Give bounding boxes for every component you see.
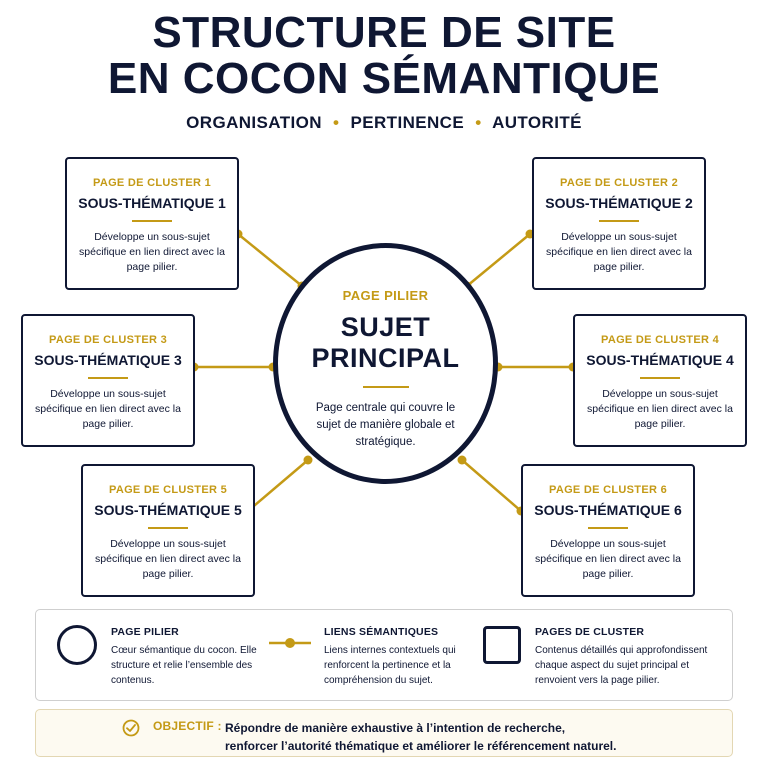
subtitle-separator: •	[475, 113, 482, 132]
cluster-description: Développe un sous-sujet spécifique en lien direct avec la page pilier.	[535, 538, 681, 580]
cluster-card-5	[81, 464, 255, 597]
legend-clusters	[535, 626, 720, 688]
legend-description: Contenus détaillés qui approfondissent chaque aspect du sujet principal et renvoient vers la page pilier.	[535, 645, 708, 686]
objective-label: OBJECTIF :	[153, 719, 222, 733]
cluster-card-3	[21, 314, 195, 447]
link-node	[304, 456, 313, 465]
title-line-2: EN COCON SÉMANTIQUE	[107, 54, 661, 103]
circle-icon	[57, 625, 97, 665]
cluster-title: SOUS-THÉMATIQUE 3	[34, 352, 182, 368]
cluster-eyebrow: PAGE DE CLUSTER 1	[93, 177, 211, 189]
legend-title: PAGE PILIER	[111, 626, 179, 638]
pillar-description: Page centrale qui couvre le sujet de manière globale et stratégique.	[315, 402, 456, 448]
cluster-eyebrow: PAGE DE CLUSTER 5	[109, 484, 227, 496]
cluster-card-1	[65, 157, 239, 290]
objective-line: Répondre de manière exhaustive à l’intention de recherche,	[225, 721, 566, 735]
cluster-description: Développe un sous-sujet spécifique en lien direct avec la page pilier.	[95, 538, 241, 580]
divider	[88, 377, 128, 379]
legend-description: Liens internes contextuels qui renforcent la pertinence et la compréhension du sujet.	[324, 645, 456, 686]
cluster-description: Développe un sous-sujet spécifique en lien direct avec la page pilier.	[79, 231, 225, 273]
pillar-title	[278, 312, 493, 374]
title-line-1: STRUCTURE DE SITE	[152, 8, 616, 57]
link-cluster-6	[462, 460, 521, 511]
pillar-title-line: PRINCIPAL	[311, 343, 460, 373]
subtitle-separator: •	[333, 113, 340, 132]
pillar-eyebrow: PAGE PILIER	[342, 288, 429, 303]
legend-description: Cœur sémantique du cocon. Elle structure et relie l’ensemble des contenus.	[111, 645, 257, 686]
cluster-card-4	[573, 314, 747, 447]
cluster-title: SOUS-THÉMATIQUE 2	[545, 195, 693, 211]
legend	[35, 609, 733, 701]
objective-text	[225, 719, 616, 755]
divider	[588, 527, 628, 529]
cluster-description: Développe un sous-sujet spécifique en lien direct avec la page pilier.	[35, 388, 181, 430]
cluster-eyebrow: PAGE DE CLUSTER 6	[549, 484, 667, 496]
square-icon	[483, 626, 521, 664]
cluster-description: Développe un sous-sujet spécifique en lien direct avec la page pilier.	[546, 231, 692, 273]
link-cluster-1	[238, 234, 302, 286]
divider	[363, 386, 409, 388]
divider	[640, 377, 680, 379]
divider	[148, 527, 188, 529]
objective-line: renforcer l’autorité thématique et améliorer le référencement naturel.	[225, 739, 617, 753]
cluster-eyebrow: PAGE DE CLUSTER 2	[560, 177, 678, 189]
subtitle-item: AUTORITÉ	[492, 113, 582, 132]
legend-links	[324, 626, 474, 688]
cluster-title: SOUS-THÉMATIQUE 4	[586, 352, 734, 368]
legend-pillar	[111, 626, 261, 688]
link-cluster-2	[467, 234, 530, 286]
subtitle-item: ORGANISATION	[186, 113, 322, 132]
link-node	[458, 456, 467, 465]
objective-banner	[35, 709, 733, 757]
pillar-title-line: SUJET	[340, 312, 431, 342]
cluster-card-2	[532, 157, 706, 290]
legend-title: LIENS SÉMANTIQUES	[324, 626, 439, 638]
cluster-eyebrow: PAGE DE CLUSTER 4	[601, 334, 719, 346]
divider	[132, 220, 172, 222]
cluster-title: SOUS-THÉMATIQUE 6	[534, 502, 682, 518]
subtitle-item: PERTINENCE	[350, 113, 465, 132]
cluster-title: SOUS-THÉMATIQUE 5	[94, 502, 242, 518]
check-circle-icon	[122, 719, 140, 737]
divider	[599, 220, 639, 222]
link-cluster-5	[248, 460, 308, 511]
cluster-description: Développe un sous-sujet spécifique en lien direct avec la page pilier.	[587, 388, 733, 430]
cluster-title: SOUS-THÉMATIQUE 1	[78, 195, 226, 211]
pillar-page-circle	[273, 243, 498, 484]
legend-title: PAGES DE CLUSTER	[535, 626, 645, 638]
cluster-card-6	[521, 464, 695, 597]
cluster-eyebrow: PAGE DE CLUSTER 3	[49, 334, 167, 346]
link-line-icon	[269, 636, 311, 650]
